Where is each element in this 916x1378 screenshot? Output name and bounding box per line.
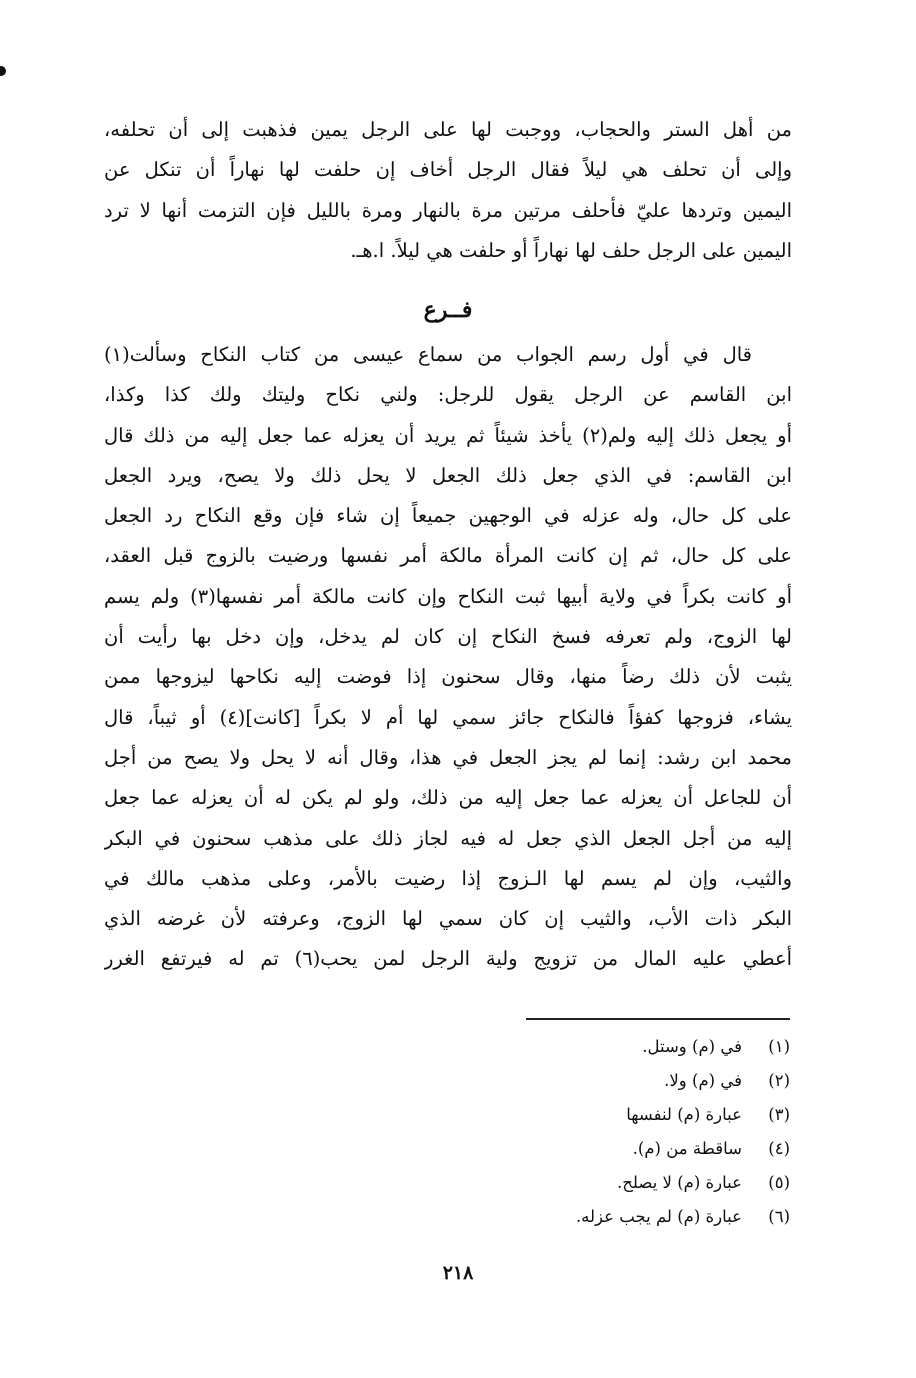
text-line: البكر ذات الأب، والثيب إن كان سمي لها الزوج، وعرفته لأن غرضه الذي [104,907,792,931]
footnote-item [400,1132,790,1166]
footnote-item [400,1098,790,1132]
footnote-number: (٢) [768,1071,790,1090]
footnote-text: عبارة (م) لنفسها [626,1105,742,1124]
text-line: إليه من أجل الجعل الذي جعل له فيه لجاز ذلك على مذهب سحنون في البكر [104,826,792,850]
text-line: ابن القاسم عن الرجل يقول للرجل: ولني نكاح وليتك ولك كذا وكذا، [104,383,792,407]
margin-ink-dot [0,66,6,76]
footnote-text: ساقطة من (م). [632,1139,742,1158]
footnote-number: (٣) [768,1105,790,1124]
text-line: يثبت لأن ذلك رضاً منها، وقال سحنون إذا فوضت إليه نكاحها ليزوجها ممن [104,665,792,689]
text-line: على كل حال، ثم إن كانت المرأة مالكة أمر نفسها ورضيت بالزوج قبل العقد، [104,544,792,568]
text-line: لها الزوج، ولم تعرفه فسخ النكاح إن كان لم يدخل، وإن دخل بها رأيت أن [104,625,792,649]
text-line: قال في أول رسم الجواب من سماع عيسى من كتاب النكاح وسألت(١) [104,343,752,366]
footnote-number: (٦) [768,1207,790,1226]
footnote-item [400,1030,790,1064]
footnote-number: (٥) [768,1173,790,1192]
text-line: اليمين على الرجل حلف لها نهاراً أو حلفت هي ليلاً. ا.هـ. [350,238,792,262]
text-line: أن للجاعل أن يعزله عما جعل إليه من ذلك، ولو لم يكن له أن يعزله عما جعل [104,786,792,810]
footnote-number: (٤) [768,1139,790,1158]
footnote-item [400,1200,790,1234]
text-line: على كل حال، وله عزله في الوجهين جميعاً إن شاء فإن وقع النكاح رد الجعل [104,504,792,528]
text-line: أعطي عليه المال من تزويج ولية الرجل لمن يحب(٦) تم له فيرتفع الغرر [104,947,792,971]
text-line: أو كانت بكراً في ولاية أبيها ثبت النكاح وإن كانت مالكة أمر نفسها(٣) ولم يسم [104,584,792,608]
page-number: ٢١٨ [442,1262,474,1284]
text-line: من أهل الستر والحجاب، ووجبت لها على الرجل يمين فذهبت إلى أن تحلفه، [104,118,792,141]
footnote-item [400,1166,790,1200]
text-line: محمد ابن رشد: إنما لم يجز الجعل في هذا، وقال أنه لا يحل ولا يصح من أجل [104,745,792,769]
footnote-item [400,1064,790,1098]
text-line: ابن القاسم: في الذي جعل ذلك الجعل لا يحل ذلك ولا يصح، ويرد الجعل [104,463,792,487]
text-line: أو يجعل ذلك إليه ولم(٢) يأخذ شيئاً ثم يريد أن يعزله عما جعل إليه من ذلك قال [104,423,792,447]
footnote-number: (١) [768,1037,790,1056]
text-line: يشاء، فزوجها كفؤاً فالنكاح جائز سمي لها أم لا بكراً [كانت](٤) أو ثيباً، قال [104,705,792,729]
footnote-text: عبارة (م) لم يجب عزله. [575,1207,742,1226]
footnote-text: في (م) وستل. [642,1037,742,1056]
footnotes [400,1030,790,1234]
paragraph-continuation [104,110,792,271]
text-line: اليمين وتردها عليّ فأحلف مرتين مرة بالنهار ومرة بالليل فإن التزمت أنها لا ترد [104,198,792,222]
paragraph-main [104,335,792,980]
footnote-text: عبارة (م) لا يصلح. [617,1173,742,1192]
footnote-text: في (م) ولا. [664,1071,742,1090]
text-line: وإلى أن تحلف هي ليلاً فقال الرجل أخاف إن حلفت لها نهاراً أن تنكل عن [104,158,792,182]
footnote-divider [526,1018,790,1020]
section-heading: فــرع [423,297,473,323]
text-line: والثيب، وإن لم يسم لها الـزوج إذا رضيت بالأمر، وعلى مذهب مالك في [104,866,792,890]
